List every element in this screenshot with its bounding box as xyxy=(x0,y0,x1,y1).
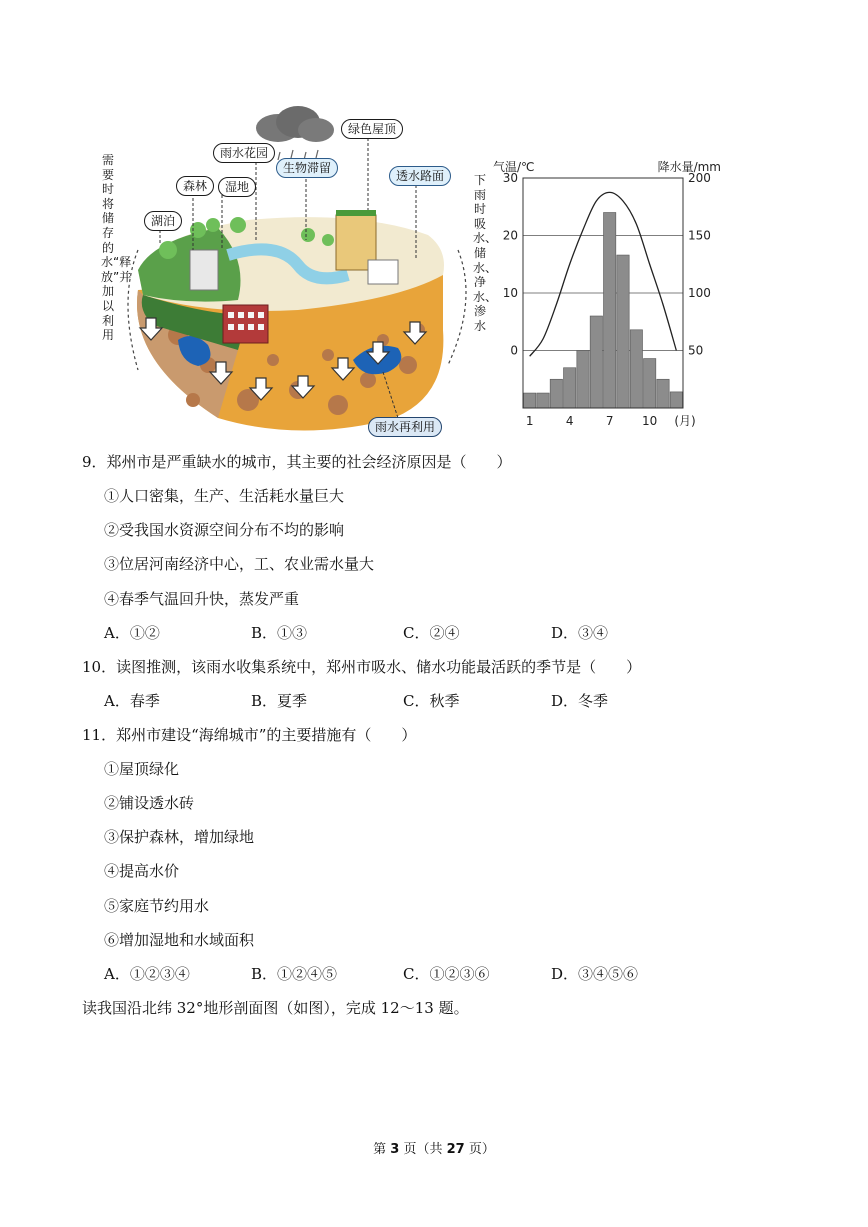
q11-choice-c[interactable]: C．①②③⑥ xyxy=(403,965,490,983)
footer-total: 27 xyxy=(446,1142,465,1157)
x-tick-label: 7 xyxy=(605,414,614,428)
x-tick-label: 10 xyxy=(642,414,658,428)
precip-bar xyxy=(604,213,616,409)
footer-prefix: 第 xyxy=(373,1142,391,1157)
q11-choice-a[interactable]: A．①②③④ xyxy=(104,965,190,983)
left-tick-label: 0 xyxy=(510,343,518,358)
precip-bar xyxy=(630,330,642,408)
sponge-city-diagram xyxy=(98,100,498,442)
left-tick-label: 30 xyxy=(502,171,518,185)
precip-bar xyxy=(617,255,629,408)
q10-stem: 10．读图推测，该雨水收集系统中，郑州市吸水、储水功能最活跃的季节是（ ） xyxy=(82,658,642,676)
climate-chart xyxy=(488,155,728,435)
precip-bar xyxy=(537,393,549,408)
x-axis-label: (月) xyxy=(674,414,696,428)
q11-stem: 11．郑州市建设“海绵城市”的主要措施有（ ） xyxy=(82,726,417,744)
page-footer xyxy=(0,1138,868,1157)
q11-item-6: ⑥增加湿地和水域面积 xyxy=(104,931,255,949)
label-rainwater-reuse: 雨水再利用 xyxy=(368,417,442,437)
label-rain-garden: 雨水花园 xyxy=(213,143,275,163)
precip-bar xyxy=(577,351,589,409)
x-tick-label: 4 xyxy=(565,414,574,428)
label-lake: 湖泊 xyxy=(144,211,182,231)
precip-bar xyxy=(564,368,576,408)
precip-bar xyxy=(670,392,682,408)
q10-choice-a[interactable]: A．春季 xyxy=(104,692,160,710)
climate-chart-svg xyxy=(488,155,728,435)
q11-item-2: ②铺设透水砖 xyxy=(104,794,195,812)
q9-item-3: ③位居河南经济中心，工、农业需水量大 xyxy=(104,555,375,573)
precip-bar xyxy=(550,379,562,408)
q11-item-1: ①屋顶绿化 xyxy=(104,760,180,778)
q9-choice-b[interactable]: B．①③ xyxy=(251,624,308,642)
precip-bar xyxy=(590,316,602,408)
label-green-roof: 绿色屋顶 xyxy=(341,119,403,139)
q11-item-5: ⑤家庭节约用水 xyxy=(104,897,210,915)
left-side-caption: 需要时将储存的水“释放”并加以利用 xyxy=(101,153,132,343)
label-wetland: 湿地 xyxy=(218,177,256,197)
q9-choice-c[interactable]: C．②④ xyxy=(403,624,460,642)
q10-choice-b[interactable]: B．夏季 xyxy=(251,692,308,710)
precip-bar xyxy=(657,379,669,408)
q9-item-4: ④春季气温回升快，蒸发严重 xyxy=(104,590,300,608)
right-tick-label: 150 xyxy=(688,228,711,243)
temperature-line xyxy=(530,192,677,356)
x-tick-label: 1 xyxy=(525,414,534,428)
q11-item-3: ③保护森林，增加绿地 xyxy=(104,828,255,846)
q10-choice-d[interactable]: D．冬季 xyxy=(551,692,609,710)
right-side-caption: 下雨时吸水、储水、净水、渗水 xyxy=(473,173,498,333)
footer-suffix: 页） xyxy=(464,1142,495,1157)
sponge-city-illustration xyxy=(98,100,498,442)
q9-item-1: ①人口密集，生产、生活耗水量巨大 xyxy=(104,487,345,505)
label-forest: 森林 xyxy=(176,176,214,196)
footer-page: 3 xyxy=(390,1142,400,1157)
precip-bar xyxy=(644,359,656,408)
q9-item-2: ②受我国水资源空间分布不均的影响 xyxy=(104,521,345,539)
q9-choice-d[interactable]: D．③④ xyxy=(551,624,609,642)
q9-stem: 9．郑州市是严重缺水的城市，其主要的社会经济原因是（ ） xyxy=(82,453,512,471)
right-tick-label: 200 xyxy=(688,171,711,185)
right-tick-label: 50 xyxy=(688,343,704,358)
q11-choice-b[interactable]: B．①②④⑤ xyxy=(251,965,338,983)
left-axis-label: 气温/℃ xyxy=(493,160,535,174)
q10-choice-c[interactable]: C．秋季 xyxy=(403,692,460,710)
left-tick-label: 20 xyxy=(502,228,518,243)
q11-item-4: ④提高水价 xyxy=(104,862,180,880)
right-axis-label: 降水量/mm xyxy=(657,160,721,174)
q11-choice-d[interactable]: D．③④⑤⑥ xyxy=(551,965,639,983)
label-permeable-pavement: 透水路面 xyxy=(389,166,451,186)
left-tick-label: 10 xyxy=(502,286,518,300)
precip-bar xyxy=(524,393,536,408)
label-bio-retention: 生物滞留 xyxy=(276,158,338,178)
right-tick-label: 100 xyxy=(688,286,711,300)
q9-choice-a[interactable]: A．①② xyxy=(104,624,160,642)
footer-middle: 页（共 xyxy=(399,1142,447,1157)
intro-q12-13: 读我国沿北纬 32°地形剖面图（如图），完成 12～13 题。 xyxy=(82,999,469,1017)
